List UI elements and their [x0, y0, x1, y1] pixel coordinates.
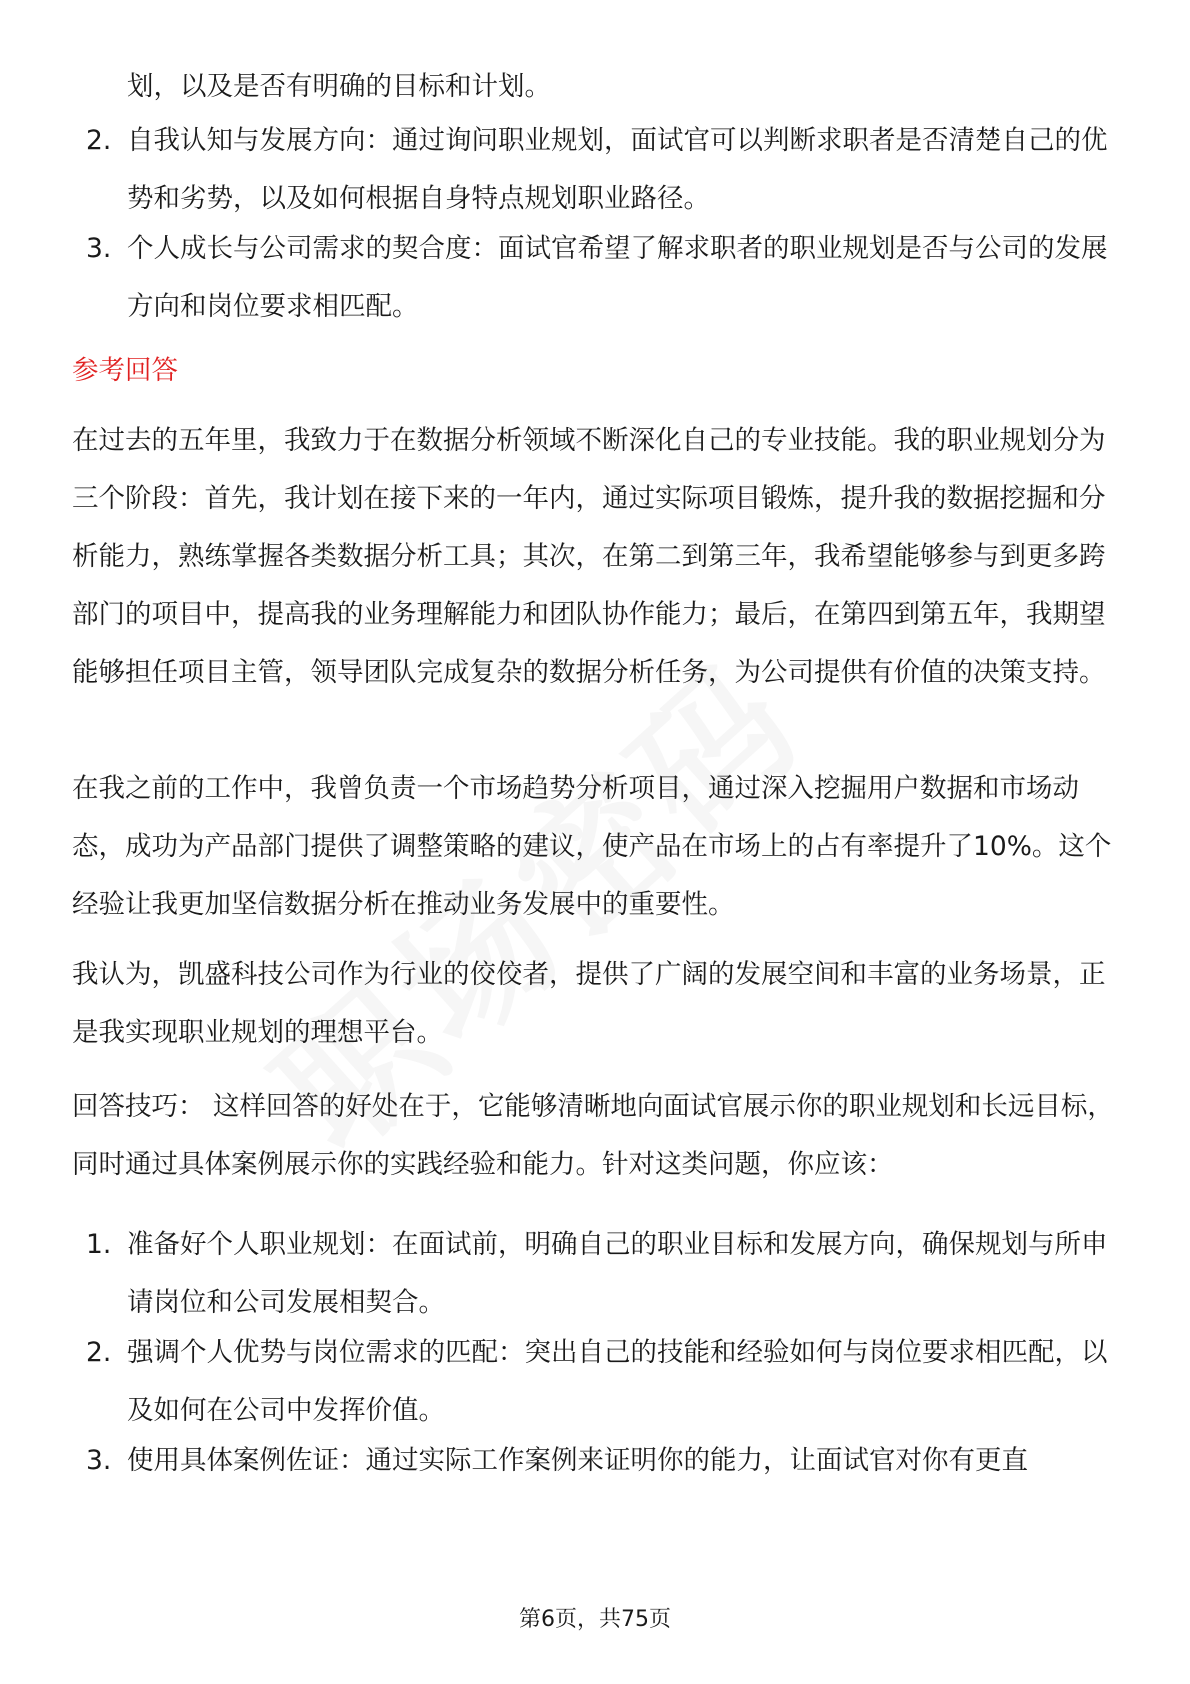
- list-item: [0, 1432, 1112, 1490]
- tips-intro-paragraph: 回答技巧： 这样回答的好处在于，它能够清晰地向面试官展示你的职业规划和长远目标，同时通过具体案例展示你的实践经验和能力。针对这类问题，你应该：: [72, 1091, 1114, 1180]
- page-footer: 第6页，共75页: [519, 1607, 671, 1632]
- list-item: [0, 1324, 1112, 1432]
- answer-paragraph: 在我之前的工作中，我曾负责一个市场趋势分析项目，通过深入挖掘用户数据和市场动态，成功为产品部门提供了调整策略的建议，使产品在市场上的占有率提升了10%。这个经验让我更加坚信数据分析在推动业务发展中的重要性。: [72, 773, 1112, 920]
- section-heading: 参考回答: [72, 355, 178, 386]
- list-text: 个人成长与公司需求的契合度：面试官希望了解求职者的职业规划是否与公司的发展方向和岗位要求相匹配。: [127, 233, 1108, 322]
- answer-paragraph: 我认为，凯盛科技公司作为行业的佼佼者，提供了广阔的发展空间和丰富的业务场景，正是我实现职业规划的理想平台。: [72, 959, 1106, 1048]
- list-number: 2.: [86, 1337, 112, 1368]
- tips-numbered-list: [0, 1216, 1112, 1490]
- list-number: 3.: [86, 1445, 112, 1476]
- top-numbered-list: [0, 112, 1112, 336]
- list-item: [0, 220, 1112, 336]
- list-item: [0, 1216, 1112, 1324]
- list-number: 3.: [86, 233, 112, 264]
- list-number: 2.: [86, 125, 112, 156]
- list-text: 使用具体案例佐证：通过实际工作案例来证明你的能力，让面试官对你有更直: [127, 1445, 1028, 1476]
- list-number: 1.: [86, 1229, 112, 1260]
- list-text: 强调个人优势与岗位需求的匹配：突出自己的技能和经验如何与岗位要求相匹配，以及如何在公司中发挥价值。: [127, 1337, 1108, 1426]
- list-text: 准备好个人职业规划：在面试前，明确自己的职业目标和发展方向，确保规划与所申请岗位和公司发展相契合。: [127, 1229, 1108, 1318]
- list-text: 自我认知与发展方向：通过询问职业规划，面试官可以判断求职者是否清楚自己的优势和劣势，以及如何根据自身特点规划职业路径。: [127, 125, 1108, 214]
- list-item: [0, 112, 1112, 228]
- list-item-continuation: 划，以及是否有明确的目标和计划。: [127, 71, 551, 102]
- answer-paragraph: 在过去的五年里，我致力于在数据分析领域不断深化自己的专业技能。我的职业规划分为三个阶段：首先，我计划在接下来的一年内，通过实际项目锻炼，提升我的数据挖掘和分析能力，熟练掌握各类数据分析工具；其次，在第二到第三年，我希望能够参与到更多跨部门的项目中，提高我的业务理解能力和团队协作能力；最后，在第四到第五年，我期望能够担任项目主管，领导团队完成复杂的数据分析任务，为公司提供有价值的决策支持。: [72, 425, 1106, 688]
